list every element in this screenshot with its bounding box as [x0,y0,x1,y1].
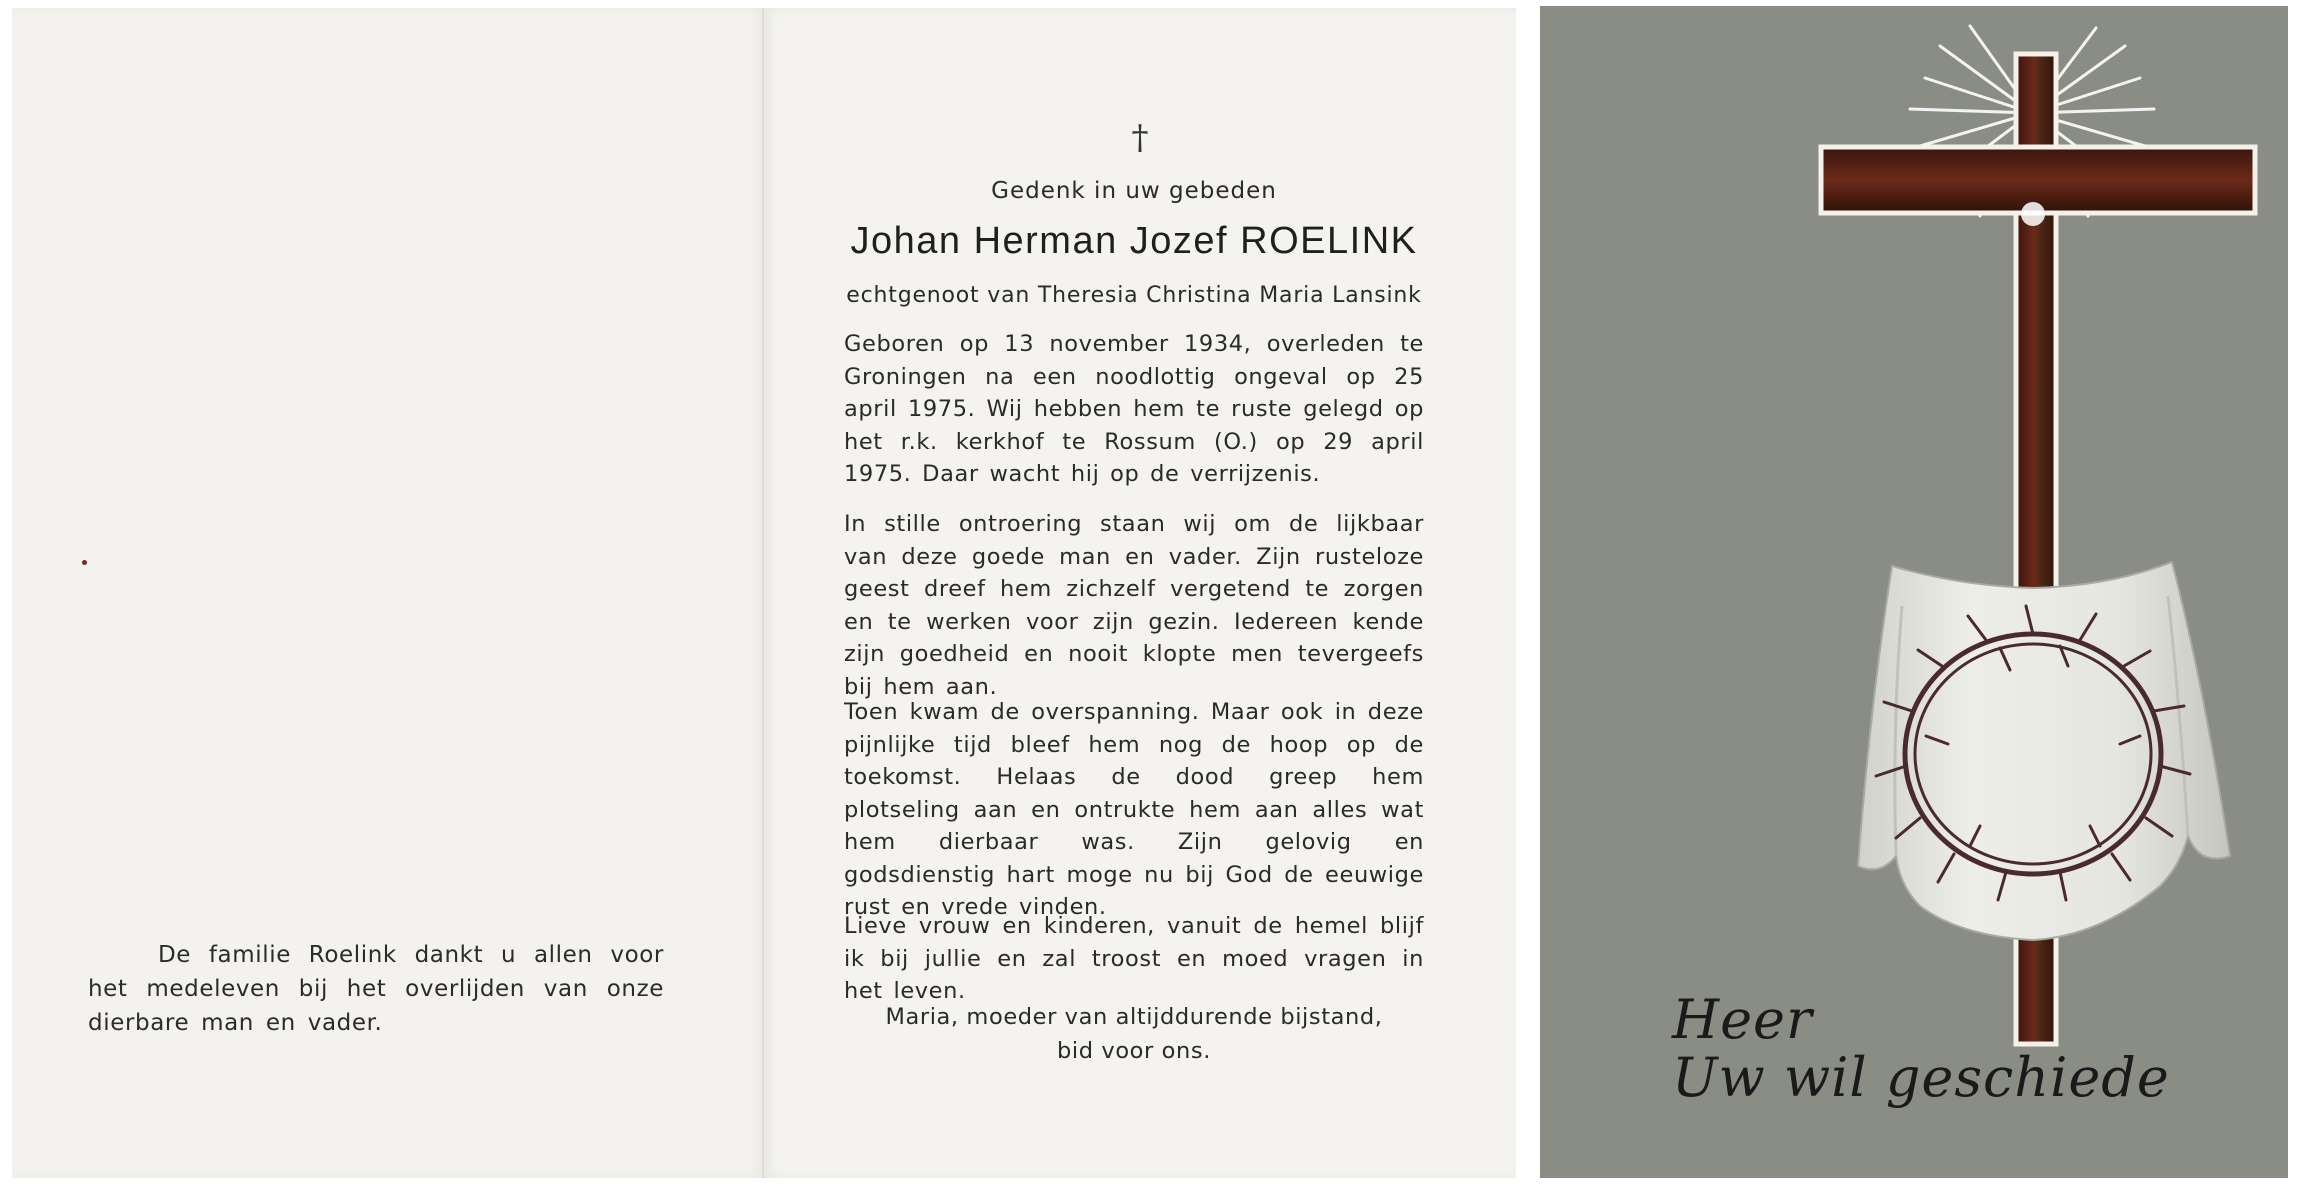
motto-line-1: Heer [1672,988,1813,1051]
prayer-line-1: Maria, moeder van altijddurende bijstand, [885,1004,1383,1030]
card-inside-left-panel [12,8,764,1178]
motto-line-2: Uw wil geschiede [1672,1046,2170,1109]
remembrance-heading: Gedenk in uw gebeden [991,178,1277,204]
biography-paragraph: Geboren op 13 november 1934, overleden te Groningen na een noodlottig ongeval op 25 april 1975. Wij hebben hem te ruste gelegd op het r.k. kerkhof te Rossum (O.) op 29 april 1975. Daar wacht hij op de verrijzenis. [844,331,1424,487]
cover-motto [1672,988,2170,1109]
illness-paragraph: Toen kwam de overspanning. Maar ook in deze pijnlijke tijd bleef hem nog de hoop op de toekomst. Helaas de dood greep hem plotseling aan en ontrukte hem aan alles wat hem dierbaar was. Zijn gelovig en godsdienstig hart moge nu bij God de eeuwige rust en vrede vinden. [844,699,1424,920]
farewell-paragraph: Lieve vrouw en kinderen, vanuit de hemel blijf ik bij jullie en zal troost en moed vragen in het leven. [844,913,1424,1004]
card-inside-right-panel [764,8,1516,1178]
card-front-cover [1540,6,2288,1178]
paper-speck [82,560,87,565]
family-thanks-text: De familie Roelink dankt u allen voor het medeleven bij het overlijden van onze dierbare man en vader. [88,942,664,1036]
prayer-line-2: bid voor ons. [1057,1038,1211,1064]
tribute-paragraph: In stille ontroering staan wij om de lijkbaar van deze goede man en vader. Zijn rusteloze geest dreef hem zichzelf vergetend te zorgen en te werken voor zijn gezin. Iedereen kende zijn goedheid en nooit klopte men tevergeefs bij hem aan. [844,511,1424,700]
closing-prayer [844,1000,1424,1068]
deceased-name: Johan Herman Jozef ROELINK [850,220,1418,262]
radiance-center-icon [2021,202,2045,226]
spouse-line: echtgenoot van Theresia Christina Maria Lansink [846,283,1422,308]
dagger-cross-icon: † [1131,118,1149,158]
